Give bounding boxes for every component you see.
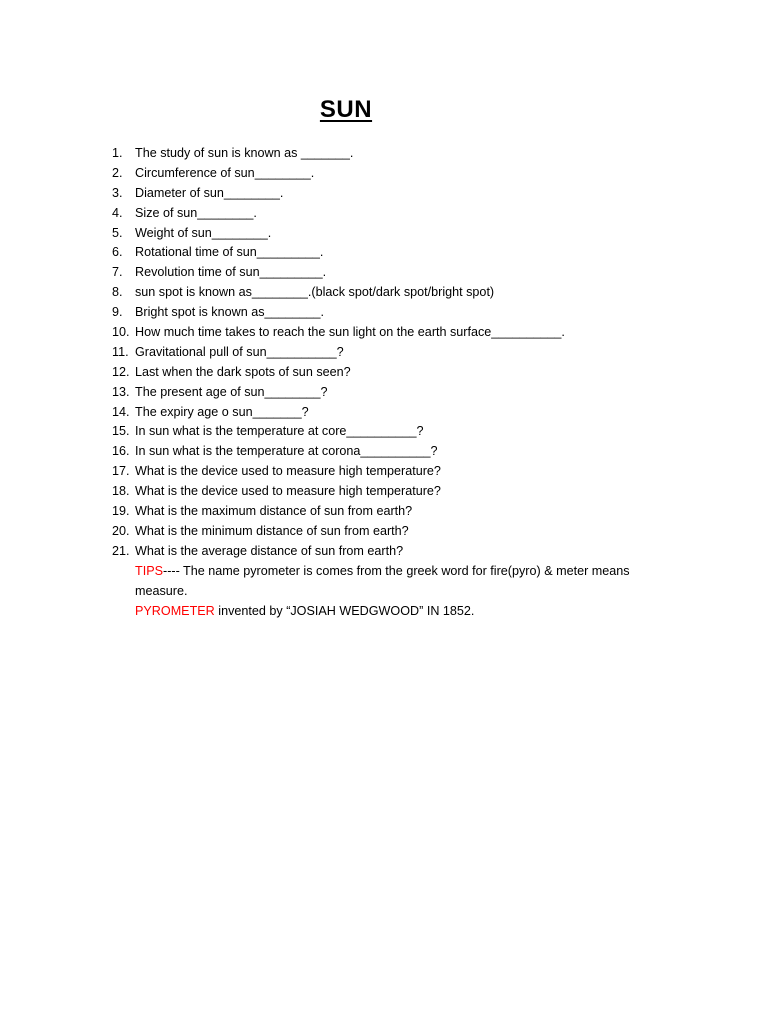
question-number: 14. bbox=[112, 404, 130, 419]
question-item-2 bbox=[112, 164, 565, 184]
question-number: 15. bbox=[112, 424, 130, 439]
question-item-12 bbox=[112, 363, 565, 383]
tips-continuation: measure. bbox=[135, 583, 188, 598]
question-item-8 bbox=[112, 283, 565, 303]
page-title: SUN bbox=[319, 96, 373, 123]
question-text: What is the maximum distance of sun from earth? bbox=[135, 504, 413, 519]
tips-line bbox=[135, 562, 655, 582]
question-item-14 bbox=[112, 403, 565, 423]
question-text: Last when the dark spots of sun seen? bbox=[135, 364, 351, 379]
question-number: 10. bbox=[112, 325, 130, 340]
question-text: What is the device used to measure high temperature? bbox=[135, 464, 441, 479]
question-text: What is the device used to measure high temperature? bbox=[135, 484, 441, 499]
question-number: 8. bbox=[112, 285, 123, 300]
question-item-11 bbox=[112, 343, 565, 363]
question-number: 20. bbox=[112, 523, 130, 538]
question-text: The study of sun is known as _______. bbox=[135, 146, 354, 160]
question-text: Circumference of sun________. bbox=[135, 165, 315, 180]
question-item-9 bbox=[112, 303, 565, 323]
question-number: 17. bbox=[112, 464, 130, 479]
question-number: 11. bbox=[112, 344, 129, 359]
question-item-6 bbox=[112, 243, 565, 263]
question-text: Gravitational pull of sun__________? bbox=[135, 344, 344, 359]
question-text: What is the minimum distance of sun from earth? bbox=[135, 523, 409, 538]
pyrometer-line bbox=[135, 602, 655, 622]
question-text: In sun what is the temperature at corona__________? bbox=[135, 444, 438, 459]
question-item-4 bbox=[112, 204, 565, 224]
question-list bbox=[112, 144, 565, 562]
tips-text: ---- The name pyrometer is comes from the greek word for fire(pyro) & meter means bbox=[163, 564, 630, 578]
question-text: Revolution time of sun_________. bbox=[135, 265, 327, 280]
question-number: 4. bbox=[112, 205, 123, 220]
question-item-1 bbox=[112, 144, 565, 164]
question-item-20 bbox=[112, 522, 565, 542]
question-text: The present age of sun________? bbox=[135, 384, 328, 399]
question-item-18 bbox=[112, 482, 565, 502]
question-number: 1. bbox=[112, 146, 123, 160]
question-item-19 bbox=[112, 502, 565, 522]
question-text: Weight of sun________. bbox=[135, 225, 272, 240]
question-number: 12. bbox=[112, 364, 130, 379]
question-text: How much time takes to reach the sun light on the earth surface__________. bbox=[135, 325, 565, 340]
question-item-3 bbox=[112, 184, 565, 204]
question-item-5 bbox=[112, 224, 565, 244]
question-number: 13. bbox=[112, 384, 130, 399]
pyrometer-text: invented by “JOSIAH WEDGWOOD” IN 1852. bbox=[214, 603, 475, 618]
pyrometer-label: PYROMETER bbox=[135, 603, 215, 618]
question-text: The expiry age o sun_______? bbox=[135, 404, 309, 419]
question-item-21 bbox=[112, 542, 565, 562]
question-text: sun spot is known as________.(black spot/dark spot/bright spot) bbox=[135, 285, 495, 300]
tips-block bbox=[135, 562, 655, 622]
question-item-15 bbox=[112, 422, 565, 442]
question-item-16 bbox=[112, 442, 565, 462]
question-text: Bright spot is known as________. bbox=[135, 305, 325, 320]
question-number: 21. bbox=[112, 543, 130, 558]
question-number: 3. bbox=[112, 185, 123, 200]
question-text: Size of sun________. bbox=[135, 205, 257, 220]
question-text: Diameter of sun________. bbox=[135, 185, 284, 200]
question-number: 19. bbox=[112, 504, 130, 519]
question-number: 5. bbox=[112, 225, 123, 240]
question-item-10 bbox=[112, 323, 565, 343]
question-number: 7. bbox=[112, 265, 123, 280]
question-number: 2. bbox=[112, 165, 123, 180]
question-text: What is the average distance of sun from earth? bbox=[135, 543, 404, 558]
question-item-7 bbox=[112, 263, 565, 283]
question-number: 16. bbox=[112, 444, 130, 459]
question-number: 6. bbox=[112, 245, 123, 260]
question-number: 9. bbox=[112, 305, 123, 320]
tips-label: TIPS bbox=[135, 564, 163, 578]
question-number: 18. bbox=[112, 484, 130, 499]
question-text: Rotational time of sun_________. bbox=[135, 245, 324, 260]
question-item-13 bbox=[112, 383, 565, 403]
question-item-17 bbox=[112, 462, 565, 482]
question-text: In sun what is the temperature at core__________? bbox=[135, 424, 424, 439]
